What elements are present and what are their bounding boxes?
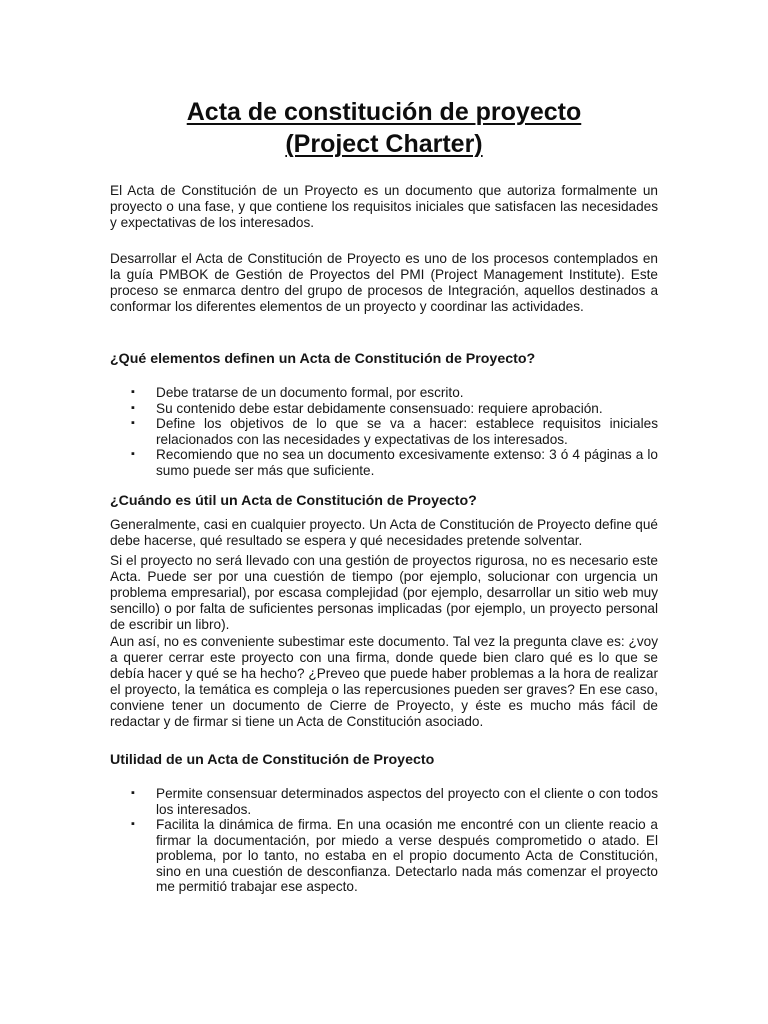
section-paragraph: Aun así, no es conveniente subestimar este documento. Tal vez la pregunta clave es: ¿voy a querer cerrar este proyecto con una firma, donde quede bien claro qué es lo que se debía hacer y qué se ha hecho? ¿Preveo que puede haber problemas a la hora de realizar el proyecto, la temática es compleja o las repercusiones pueden ser graves? En ese caso, conviene tener un documento de Cierre de Proyecto, y éste es mucho más fácil de redactar y de firmar si tiene un Acta de Constitución asociado. bbox=[110, 634, 658, 729]
list-item bbox=[110, 447, 658, 478]
bullet-icon: ▪ bbox=[131, 401, 135, 414]
bullet-icon: ▪ bbox=[131, 787, 135, 799]
list-item bbox=[110, 786, 658, 817]
list-item-text: Debe tratarse de un documento formal, por escrito. bbox=[156, 385, 464, 400]
section-heading: Utilidad de un Acta de Constitución de Proyecto bbox=[110, 752, 435, 768]
list-item-text: Define los objetivos de lo que se va a hacer: establece requisitos iniciales relacionados con las necesidades y expectativas de los interesados. bbox=[156, 416, 658, 447]
bullet-icon: ▪ bbox=[131, 448, 135, 460]
list-item-text: Su contenido debe estar debidamente consensuado: requiere aprobación. bbox=[156, 400, 603, 416]
section-heading: ¿Qué elementos definen un Acta de Constitución de Proyecto? bbox=[110, 351, 536, 367]
section-paragraph: Si el proyecto no será llevado con una gestión de proyectos rigurosa, no es necesario este Acta. Puede ser por una cuestión de tiempo (por ejemplo, solucionar con urgencia un problema empresarial), por escasa complejidad (por ejemplo, desarrollar un sitio web muy sencillo) o por falta de suficientes personas implicadas (por ejemplo, un proyecto personal de escribir un libro). bbox=[110, 553, 658, 632]
list-item bbox=[110, 416, 658, 447]
list-item bbox=[110, 385, 658, 401]
list-item-text: Recomiendo que no sea un documento excesivamente extenso: 3 ó 4 páginas a lo sumo puede ser más que suficiente. bbox=[156, 447, 658, 478]
bullet-icon: ▪ bbox=[131, 386, 135, 398]
bullet-list bbox=[110, 385, 658, 478]
section-paragraph: Generalmente, casi en cualquier proyecto. Un Acta de Constitución de Proyecto define qué debe hacerse, qué resultado se espera y qué necesidades pretende solventar. bbox=[110, 517, 658, 548]
intro-paragraph: El Acta de Constitución de un Proyecto es un documento que autoriza formalmente un proyecto o una fase, y que contiene los requisitos iniciales que satisfacen las necesidades y expectativas de los interesados. bbox=[110, 183, 658, 230]
bullet-icon: ▪ bbox=[131, 818, 135, 830]
bullet-list bbox=[110, 786, 658, 895]
bullet-icon: ▪ bbox=[131, 417, 135, 429]
section-heading: ¿Cuándo es útil un Acta de Constitución de Proyecto? bbox=[110, 493, 477, 509]
intro-paragraph: Desarrollar el Acta de Constitución de Proyecto es uno de los procesos contemplados en la guía PMBOK de Gestión de Proyectos del PMI (Project Management Institute). Este proceso se enmarca dentro del grupo de procesos de Integración, aquellos destinados a conformar los diferentes elementos de un proyecto y coordinar las actividades. bbox=[110, 251, 658, 314]
list-item bbox=[110, 817, 658, 895]
document-subtitle: (Project Charter) bbox=[285, 130, 483, 158]
list-item-text: Permite consensuar determinados aspectos del proyecto con el cliente o con todos los interesados. bbox=[156, 786, 658, 817]
list-item bbox=[110, 401, 658, 417]
list-item-text: Facilita la dinámica de firma. En una ocasión me encontré con un cliente reacio a firmar la documentación, por miedo a verse después comprometido o atado. El problema, por lo tanto, no estaba en el propio documento Acta de Constitución, sino en una cuestión de desconfianza. Detectarlo nada más comenzar el proyecto me permitió trabajar ese aspecto. bbox=[156, 817, 658, 894]
document-title: Acta de constitución de proyecto bbox=[186, 98, 582, 126]
